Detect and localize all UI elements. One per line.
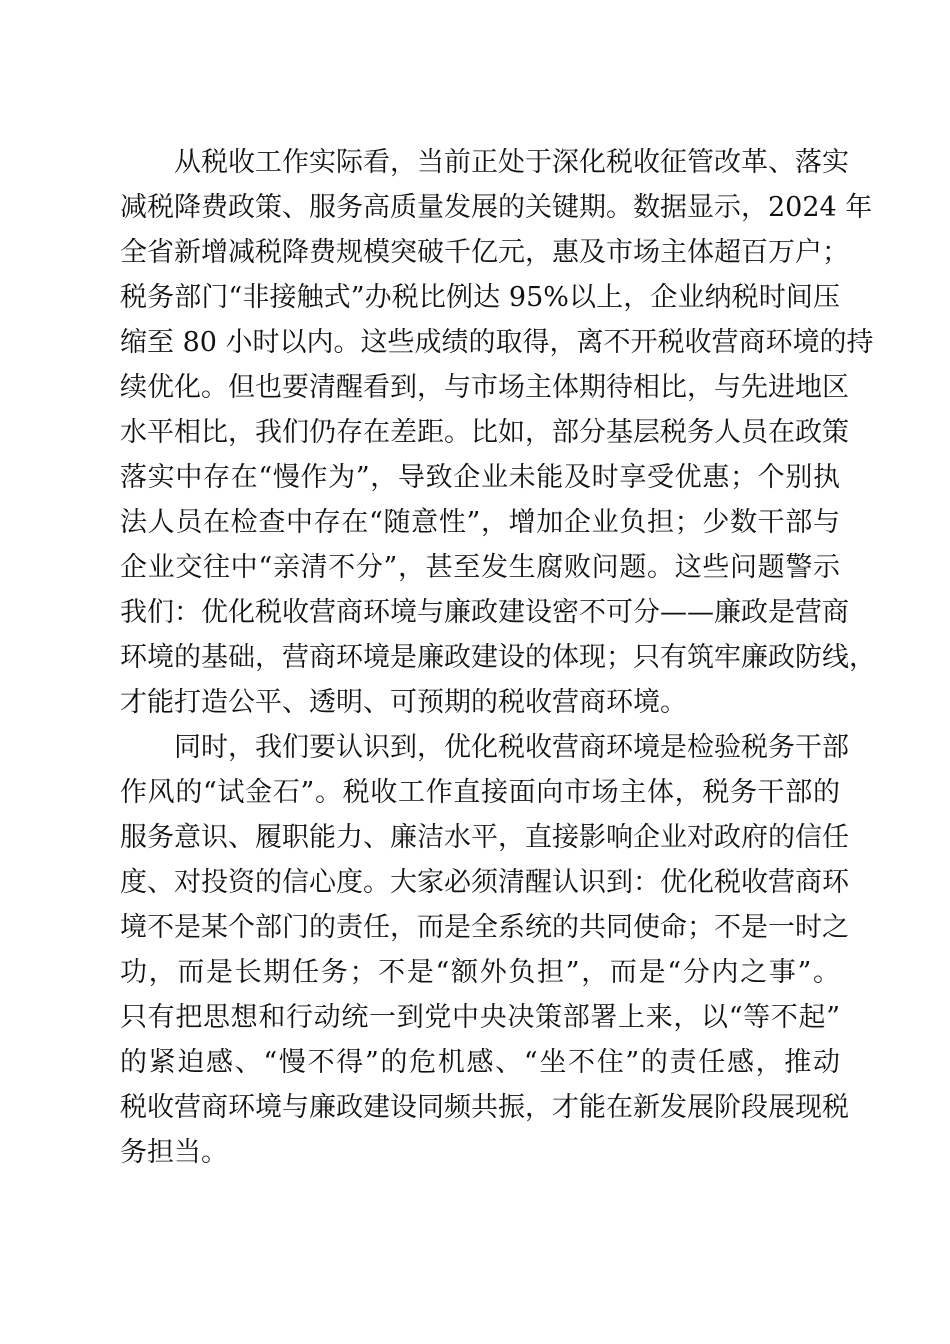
paragraph-line: 从税收工作实际看，当前正处于深化税收征管改革、落实 xyxy=(174,147,849,178)
paragraph-line: 同时，我们要认识到，优化税收营商环境是检验税务干部 xyxy=(174,732,849,763)
paragraph-line: 我们：优化税收营商环境与廉政建设密不可分——廉政是营商 xyxy=(120,597,849,628)
paragraph-line: 税务部门“非接触式”办税比例达 95%以上，企业纳税时间压 xyxy=(120,282,840,313)
paragraph-line: 续优化。但也要清醒看到，与市场主体期待相比，与先进地区 xyxy=(120,372,849,403)
paragraph-line: 务担当。 xyxy=(120,1137,228,1168)
paragraph-line: 境不是某个部门的责任，而是全系统的共同使命；不是一时之 xyxy=(120,912,849,943)
paragraph-line: 缩至 80 小时以内。这些成绩的取得，离不开税收营商环境的持 xyxy=(120,327,874,358)
paragraph-line: 环境的基础，营商环境是廉政建设的体现；只有筑牢廉政防线， xyxy=(120,642,876,673)
paragraph-line: 减税降费政策、服务高质量发展的关键期。数据显示，2024 年 xyxy=(120,192,873,223)
paragraph-1 xyxy=(120,140,876,725)
paragraph-2 xyxy=(120,725,849,1175)
paragraph-line: 才能打造公平、透明、可预期的税收营商环境。 xyxy=(120,687,687,718)
document-body xyxy=(120,140,876,1175)
paragraph-line: 功，而是长期任务；不是“额外负担”，而是“分内之事”。 xyxy=(120,957,840,988)
paragraph-line: 度、对投资的信心度。大家必须清醒认识到：优化税收营商环 xyxy=(120,867,849,898)
paragraph-line: 法人员在检查中存在“随意性”，增加企业负担；少数干部与 xyxy=(120,507,840,538)
paragraph-line: 税收营商环境与廉政建设同频共振，才能在新发展阶段展现税 xyxy=(120,1092,849,1123)
paragraph-line: 落实中存在“慢作为”，导致企业未能及时享受优惠；个别执 xyxy=(120,462,840,493)
paragraph-line: 作风的“试金石”。税收工作直接面向市场主体，税务干部的 xyxy=(120,777,840,808)
paragraph-line: 的紧迫感、“慢不得”的危机感、“坐不住”的责任感，推动 xyxy=(120,1047,840,1078)
paragraph-line: 水平相比，我们仍存在差距。比如，部分基层税务人员在政策 xyxy=(120,417,849,448)
paragraph-line: 只有把思想和行动统一到党中央决策部署上来，以“等不起” xyxy=(120,1002,840,1033)
paragraph-line: 全省新增减税降费规模突破千亿元，惠及市场主体超百万户； xyxy=(120,237,849,268)
paragraph-line: 企业交往中“亲清不分”，甚至发生腐败问题。这些问题警示 xyxy=(120,552,840,583)
paragraph-line: 服务意识、履职能力、廉洁水平，直接影响企业对政府的信任 xyxy=(120,822,849,853)
